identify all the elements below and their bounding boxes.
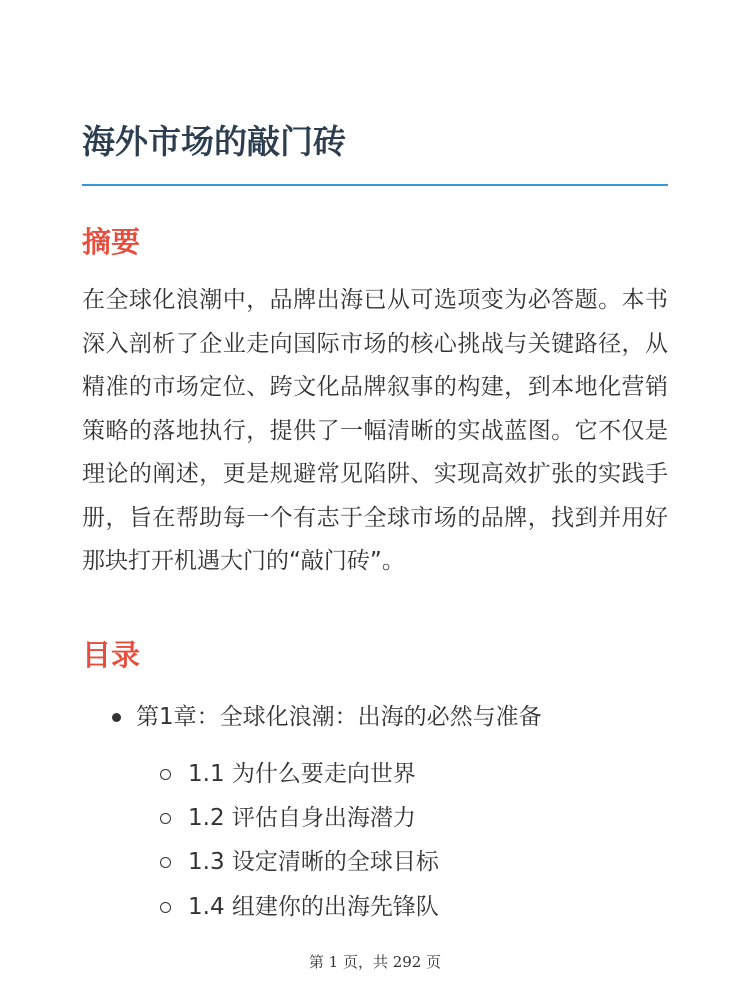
title-divider (82, 184, 668, 186)
document-title: 海外市场的敲门砖 (82, 122, 346, 161)
toc-section-title: 1.1 为什么要走向世界 (188, 761, 416, 787)
bullet-circle-icon (160, 769, 171, 780)
bullet-circle-icon (160, 813, 171, 824)
toc-section-title: 1.3 设定清晰的全球目标 (188, 849, 439, 875)
bullet-disc-icon (112, 713, 121, 722)
toc-section-title: 1.4 组建你的出海先锋队 (188, 894, 439, 920)
toc-heading: 目录 (82, 638, 141, 672)
toc-section-title: 1.2 评估自身出海潜力 (188, 805, 416, 831)
toc-chapter-title: 第1章：全球化浪潮：出海的必然与准备 (136, 704, 542, 730)
abstract-heading: 摘要 (82, 225, 141, 259)
bullet-circle-icon (160, 857, 171, 868)
abstract-paragraph: 在全球化浪潮中，品牌出海已从可选项变为必答题。本书深入剖析了企业走向国际市场的核心挑战与关键路径，从精准的市场定位、跨文化品牌叙事的构建，到本地化营销策略的落地执行，提供了一幅清晰的实战蓝图。它不仅是理论的阐述，更是规避常见陷阱、实现高效扩张的实践手册，旨在帮助每一个有志于全球市场的品牌，找到并用好那块打开机遇大门的“敲门砖”。 (82, 287, 668, 574)
bullet-circle-icon (160, 902, 171, 913)
page-number-footer: 第 1 页，共 292 页 (308, 953, 442, 971)
